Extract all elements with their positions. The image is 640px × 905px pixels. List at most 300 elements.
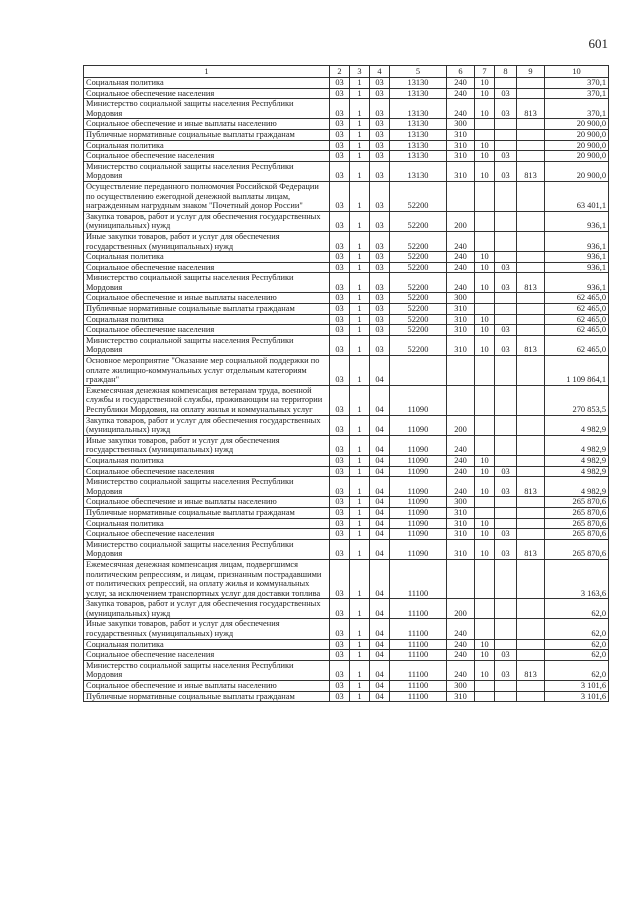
code-cell (517, 325, 545, 336)
item-name-cell: Министерство социальной защиты населения Республики Мордовия (84, 273, 330, 293)
code-cell: 03 (330, 681, 350, 692)
code-cell (495, 385, 517, 415)
code-cell: 52200 (390, 325, 447, 336)
code-cell: 1 (350, 293, 370, 304)
code-cell: 10 (475, 335, 495, 355)
table-row (84, 415, 609, 435)
item-name-cell: Социальное обеспечение населения (84, 325, 330, 336)
code-cell: 310 (447, 335, 475, 355)
code-cell: 52200 (390, 252, 447, 263)
code-cell: 11090 (390, 415, 447, 435)
table-row (84, 650, 609, 661)
code-cell: 03 (330, 231, 350, 251)
code-cell: 1 (350, 660, 370, 680)
code-cell: 03 (330, 151, 350, 162)
table-row (84, 129, 609, 140)
code-cell: 300 (447, 681, 475, 692)
code-cell: 11090 (390, 529, 447, 540)
code-cell (517, 691, 545, 702)
code-cell: 03 (495, 539, 517, 559)
code-cell: 03 (370, 273, 390, 293)
item-name-cell: Министерство социальной защиты населения Республики Мордовия (84, 539, 330, 559)
amount-cell: 4 982,9 (545, 435, 609, 455)
code-cell: 11100 (390, 650, 447, 661)
code-cell (475, 599, 495, 619)
code-cell (495, 211, 517, 231)
code-cell (495, 559, 517, 598)
code-cell: 03 (330, 660, 350, 680)
code-cell: 03 (495, 262, 517, 273)
code-cell: 1 (350, 497, 370, 508)
code-cell: 03 (495, 477, 517, 497)
code-cell (475, 497, 495, 508)
code-cell (517, 650, 545, 661)
item-name-cell: Министерство социальной защиты населения Республики Мордовия (84, 99, 330, 119)
code-cell: 03 (370, 293, 390, 304)
column-header: 1 (84, 66, 330, 78)
column-header: 8 (495, 66, 517, 78)
code-cell: 240 (447, 619, 475, 639)
code-cell: 240 (447, 88, 475, 99)
code-cell: 13130 (390, 129, 447, 140)
code-cell: 04 (370, 619, 390, 639)
code-cell: 1 (350, 211, 370, 231)
code-cell: 310 (447, 507, 475, 518)
code-cell: 03 (330, 335, 350, 355)
item-name-cell: Иные закупки товаров, работ и услуг для обеспечения государственных (муниципальных) нужд (84, 435, 330, 455)
code-cell: 300 (447, 119, 475, 130)
amount-cell: 62,0 (545, 599, 609, 619)
item-name-cell: Публичные нормативные социальные выплаты гражданам (84, 129, 330, 140)
code-cell: 03 (330, 599, 350, 619)
code-cell: 11090 (390, 435, 447, 455)
code-cell (495, 507, 517, 518)
table-row (84, 211, 609, 231)
code-cell (495, 119, 517, 130)
amount-cell: 62 465,0 (545, 314, 609, 325)
amount-cell: 370,1 (545, 99, 609, 119)
table-row (84, 140, 609, 151)
code-cell: 813 (517, 335, 545, 355)
code-cell: 03 (330, 559, 350, 598)
code-cell: 240 (447, 252, 475, 263)
code-cell (495, 252, 517, 263)
code-cell: 1 (350, 99, 370, 119)
code-cell: 1 (350, 507, 370, 518)
table-row (84, 539, 609, 559)
code-cell: 03 (370, 314, 390, 325)
table-row (84, 231, 609, 251)
code-cell: 03 (330, 415, 350, 435)
amount-cell: 62 465,0 (545, 293, 609, 304)
code-cell (517, 119, 545, 130)
table-row (84, 599, 609, 619)
table-row (84, 435, 609, 455)
code-cell: 1 (350, 455, 370, 466)
code-cell: 1 (350, 252, 370, 263)
code-cell: 240 (447, 78, 475, 89)
code-cell: 03 (330, 99, 350, 119)
code-cell (517, 151, 545, 162)
code-cell: 52200 (390, 273, 447, 293)
code-cell: 11090 (390, 497, 447, 508)
code-cell: 10 (475, 140, 495, 151)
item-name-cell: Социальное обеспечение и иные выплаты населению (84, 681, 330, 692)
code-cell: 13130 (390, 99, 447, 119)
code-cell (475, 559, 495, 598)
amount-cell: 62,0 (545, 660, 609, 680)
item-name-cell: Социальная политика (84, 518, 330, 529)
code-cell: 03 (330, 619, 350, 639)
code-cell: 240 (447, 650, 475, 661)
code-cell: 1 (350, 539, 370, 559)
code-cell (517, 435, 545, 455)
code-cell: 813 (517, 477, 545, 497)
code-cell: 10 (475, 539, 495, 559)
code-cell: 11090 (390, 477, 447, 497)
code-cell: 03 (495, 99, 517, 119)
code-cell: 1 (350, 385, 370, 415)
code-cell (495, 518, 517, 529)
amount-cell: 936,1 (545, 252, 609, 263)
code-cell (475, 681, 495, 692)
code-cell: 10 (475, 161, 495, 181)
code-cell (517, 252, 545, 263)
code-cell (517, 681, 545, 692)
code-cell: 03 (330, 639, 350, 650)
item-name-cell: Социальное обеспечение и иные выплаты населению (84, 293, 330, 304)
code-cell: 03 (330, 78, 350, 89)
code-cell: 13130 (390, 119, 447, 130)
code-cell: 10 (475, 477, 495, 497)
code-cell (475, 619, 495, 639)
code-cell: 03 (330, 650, 350, 661)
amount-cell: 62 465,0 (545, 325, 609, 336)
code-cell: 1 (350, 151, 370, 162)
code-cell (517, 529, 545, 540)
code-cell: 04 (370, 466, 390, 477)
table-row (84, 529, 609, 540)
code-cell: 310 (447, 304, 475, 315)
code-cell: 03 (330, 507, 350, 518)
code-cell: 03 (370, 161, 390, 181)
code-cell (495, 619, 517, 639)
code-cell (475, 507, 495, 518)
code-cell: 200 (447, 415, 475, 435)
code-cell: 10 (475, 262, 495, 273)
table-row (84, 151, 609, 162)
code-cell (517, 181, 545, 211)
code-cell: 04 (370, 356, 390, 386)
code-cell: 03 (495, 660, 517, 680)
code-cell: 300 (447, 293, 475, 304)
code-cell: 03 (370, 78, 390, 89)
table-row (84, 660, 609, 680)
code-cell: 1 (350, 304, 370, 315)
item-name-cell: Министерство социальной защиты населения Республики Мордовия (84, 161, 330, 181)
code-cell: 10 (475, 660, 495, 680)
column-header: 4 (370, 66, 390, 78)
code-cell: 11100 (390, 599, 447, 619)
item-name-cell: Публичные нормативные социальные выплаты гражданам (84, 691, 330, 702)
code-cell (475, 356, 495, 386)
code-cell: 813 (517, 660, 545, 680)
code-cell (517, 455, 545, 466)
table-row (84, 497, 609, 508)
code-cell: 52200 (390, 335, 447, 355)
code-cell (475, 304, 495, 315)
code-cell: 03 (370, 262, 390, 273)
code-cell: 04 (370, 529, 390, 540)
code-cell (495, 314, 517, 325)
amount-cell: 4 982,9 (545, 477, 609, 497)
code-cell: 240 (447, 435, 475, 455)
code-cell: 52200 (390, 314, 447, 325)
code-cell: 11090 (390, 385, 447, 415)
amount-cell: 1 109 864,1 (545, 356, 609, 386)
code-cell: 1 (350, 231, 370, 251)
code-cell (517, 415, 545, 435)
code-cell (517, 293, 545, 304)
table-row (84, 88, 609, 99)
item-name-cell: Социальное обеспечение населения (84, 262, 330, 273)
code-cell: 03 (330, 211, 350, 231)
code-cell: 03 (330, 477, 350, 497)
table-row (84, 99, 609, 119)
code-cell: 1 (350, 466, 370, 477)
code-cell: 13130 (390, 78, 447, 89)
code-cell: 03 (495, 529, 517, 540)
code-cell (517, 129, 545, 140)
code-cell: 1 (350, 691, 370, 702)
code-cell: 03 (495, 161, 517, 181)
code-cell: 10 (475, 151, 495, 162)
column-header: 2 (330, 66, 350, 78)
item-name-cell: Публичные нормативные социальные выплаты гражданам (84, 507, 330, 518)
code-cell: 1 (350, 335, 370, 355)
code-cell: 04 (370, 650, 390, 661)
code-cell: 03 (330, 88, 350, 99)
code-cell: 1 (350, 518, 370, 529)
code-cell: 11100 (390, 681, 447, 692)
code-cell: 03 (495, 650, 517, 661)
code-cell: 1 (350, 325, 370, 336)
code-cell (475, 231, 495, 251)
code-cell (475, 181, 495, 211)
amount-cell: 265 870,6 (545, 529, 609, 540)
table-row (84, 559, 609, 598)
code-cell: 52200 (390, 293, 447, 304)
item-name-cell: Социальное обеспечение населения (84, 151, 330, 162)
amount-cell: 370,1 (545, 78, 609, 89)
code-cell: 03 (370, 151, 390, 162)
code-cell: 04 (370, 691, 390, 702)
item-name-cell: Закупка товаров, работ и услуг для обеспечения государственных (муниципальных) нужд (84, 415, 330, 435)
item-name-cell: Министерство социальной защиты населения Республики Мордовия (84, 660, 330, 680)
code-cell: 310 (447, 140, 475, 151)
code-cell: 03 (370, 325, 390, 336)
code-cell: 1 (350, 681, 370, 692)
code-cell: 03 (330, 304, 350, 315)
code-cell: 10 (475, 650, 495, 661)
code-cell (495, 181, 517, 211)
code-cell: 1 (350, 477, 370, 497)
code-cell: 200 (447, 211, 475, 231)
table-row (84, 335, 609, 355)
code-cell: 310 (447, 161, 475, 181)
code-cell: 240 (447, 262, 475, 273)
column-header: 10 (545, 66, 609, 78)
code-cell: 813 (517, 273, 545, 293)
code-cell: 10 (475, 639, 495, 650)
code-cell: 240 (447, 99, 475, 119)
table-row (84, 252, 609, 263)
amount-cell: 370,1 (545, 88, 609, 99)
code-cell: 310 (447, 691, 475, 702)
code-cell: 10 (475, 273, 495, 293)
amount-cell: 936,1 (545, 231, 609, 251)
code-cell (475, 129, 495, 140)
amount-cell: 270 853,5 (545, 385, 609, 415)
amount-cell: 265 870,6 (545, 539, 609, 559)
code-cell: 03 (330, 356, 350, 386)
code-cell: 04 (370, 681, 390, 692)
code-cell: 310 (447, 314, 475, 325)
code-cell (475, 435, 495, 455)
code-cell: 10 (475, 99, 495, 119)
code-cell: 10 (475, 314, 495, 325)
code-cell: 04 (370, 539, 390, 559)
item-name-cell: Министерство социальной защиты населения Республики Мордовия (84, 477, 330, 497)
table-row (84, 314, 609, 325)
table-row (84, 466, 609, 477)
code-cell (495, 293, 517, 304)
code-cell: 04 (370, 599, 390, 619)
code-cell (447, 181, 475, 211)
item-name-cell: Ежемесячная денежная компенсация ветеранам труда, военной службы и государственной службы, проживающим на территории Республики Мордовия, на оплату жилья и коммунальных услуг (84, 385, 330, 415)
code-cell: 03 (330, 497, 350, 508)
code-cell: 1 (350, 119, 370, 130)
table-row (84, 181, 609, 211)
amount-cell: 4 982,9 (545, 455, 609, 466)
code-cell (495, 455, 517, 466)
code-cell (517, 518, 545, 529)
code-cell: 04 (370, 559, 390, 598)
code-cell: 04 (370, 455, 390, 466)
code-cell: 13130 (390, 161, 447, 181)
column-header: 6 (447, 66, 475, 78)
code-cell: 03 (330, 140, 350, 151)
table-row (84, 455, 609, 466)
code-cell: 310 (447, 325, 475, 336)
code-cell: 240 (447, 455, 475, 466)
code-cell (475, 385, 495, 415)
item-name-cell: Социальная политика (84, 78, 330, 89)
code-cell (517, 314, 545, 325)
code-cell: 10 (475, 529, 495, 540)
code-cell (517, 385, 545, 415)
amount-cell: 62 465,0 (545, 335, 609, 355)
code-cell: 03 (330, 691, 350, 702)
table-row (84, 385, 609, 415)
code-cell: 310 (447, 539, 475, 559)
code-cell: 1 (350, 181, 370, 211)
code-cell: 52200 (390, 211, 447, 231)
code-cell: 1 (350, 78, 370, 89)
table-row (84, 681, 609, 692)
code-cell: 1 (350, 559, 370, 598)
item-name-cell: Закупка товаров, работ и услуг для обеспечения государственных (муниципальных) нужд (84, 211, 330, 231)
code-cell: 1 (350, 262, 370, 273)
amount-cell: 265 870,6 (545, 518, 609, 529)
code-cell (475, 415, 495, 435)
code-cell (517, 639, 545, 650)
amount-cell: 936,1 (545, 211, 609, 231)
amount-cell: 936,1 (545, 273, 609, 293)
code-cell: 03 (330, 273, 350, 293)
code-cell: 03 (370, 99, 390, 119)
code-cell: 04 (370, 415, 390, 435)
item-name-cell: Социальная политика (84, 455, 330, 466)
code-cell: 310 (447, 151, 475, 162)
code-cell: 03 (495, 273, 517, 293)
code-cell (495, 497, 517, 508)
column-header: 5 (390, 66, 447, 78)
code-cell (475, 293, 495, 304)
amount-cell: 20 900,0 (545, 161, 609, 181)
amount-cell: 63 401,1 (545, 181, 609, 211)
code-cell (495, 691, 517, 702)
code-cell: 52200 (390, 304, 447, 315)
item-name-cell: Социальное обеспечение и иные выплаты населению (84, 497, 330, 508)
code-cell (517, 304, 545, 315)
code-cell (475, 119, 495, 130)
amount-cell: 936,1 (545, 262, 609, 273)
table-row (84, 356, 609, 386)
code-cell: 310 (447, 529, 475, 540)
code-cell: 03 (330, 466, 350, 477)
code-cell: 03 (330, 161, 350, 181)
code-cell: 11090 (390, 466, 447, 477)
code-cell: 03 (330, 518, 350, 529)
amount-cell: 62 465,0 (545, 304, 609, 315)
code-cell (447, 385, 475, 415)
item-name-cell: Социальное обеспечение населения (84, 466, 330, 477)
code-cell: 310 (447, 129, 475, 140)
code-cell: 04 (370, 477, 390, 497)
code-cell: 13130 (390, 140, 447, 151)
code-cell: 10 (475, 252, 495, 263)
code-cell (517, 559, 545, 598)
code-cell (495, 599, 517, 619)
table-row (84, 507, 609, 518)
item-name-cell: Иные закупки товаров, работ и услуг для обеспечения государственных (муниципальных) нужд (84, 231, 330, 251)
code-cell: 1 (350, 273, 370, 293)
code-cell: 1 (350, 140, 370, 151)
code-cell: 11100 (390, 559, 447, 598)
code-cell: 813 (517, 539, 545, 559)
budget-table (83, 65, 609, 702)
code-cell: 10 (475, 88, 495, 99)
amount-cell: 20 900,0 (545, 129, 609, 140)
code-cell: 03 (330, 539, 350, 559)
code-cell: 11100 (390, 619, 447, 639)
code-cell: 03 (330, 435, 350, 455)
code-cell: 10 (475, 518, 495, 529)
code-cell: 813 (517, 99, 545, 119)
code-cell (517, 497, 545, 508)
item-name-cell: Социальная политика (84, 252, 330, 263)
